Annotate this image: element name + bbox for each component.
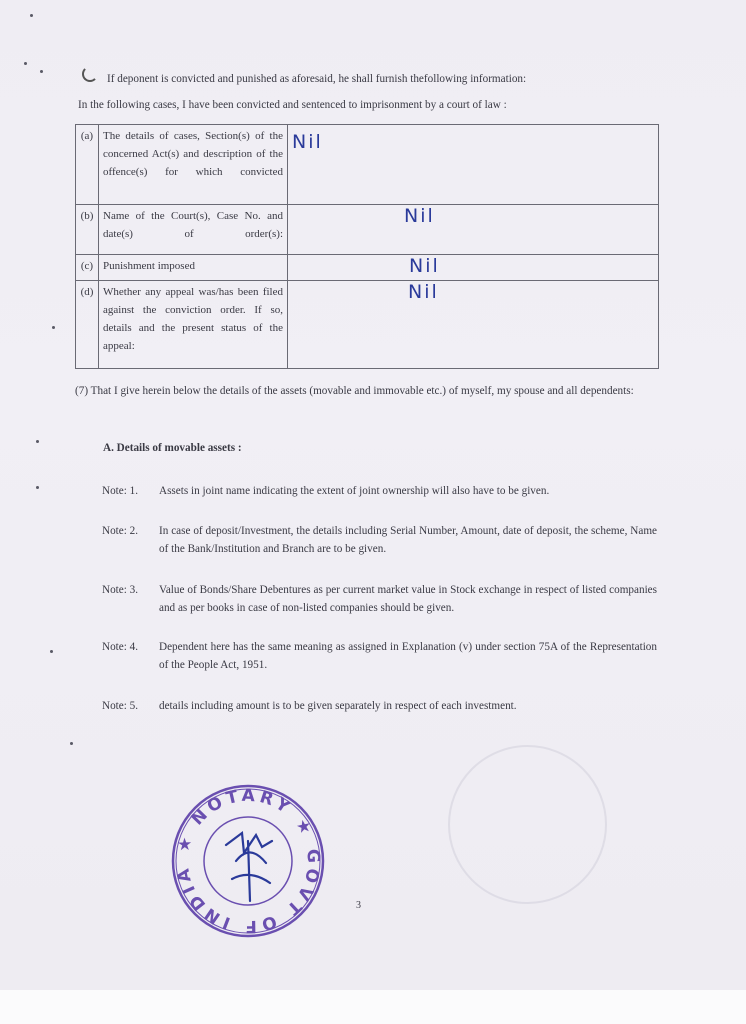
handwritten-answer: Nil xyxy=(288,281,659,369)
scan-mark xyxy=(24,62,27,65)
notary-stamp xyxy=(170,783,326,939)
note-label: Note: 2. xyxy=(102,525,139,537)
section-heading: A. Details of movable assets : xyxy=(103,442,242,454)
note-label: Note: 4. xyxy=(102,641,139,653)
svg-text:★ NOTARY ★ GOVT OF INDIA: ★ NOTARY ★ GOVT OF INDIA xyxy=(172,785,324,937)
page-number: 3 xyxy=(356,900,361,911)
scan-margin xyxy=(0,990,746,1024)
row-label: (b) xyxy=(76,205,99,255)
scan-mark xyxy=(36,440,39,443)
row-label: (c) xyxy=(76,255,99,281)
table-row xyxy=(76,255,659,281)
note-text: details including amount is to be given separately in respect of each investment. xyxy=(159,700,517,712)
convictions-table xyxy=(75,124,659,369)
note-label: Note: 3. xyxy=(102,584,139,596)
intro-line-2: In the following cases, I have been convicted and sentenced to imprisonment by a court of law : xyxy=(78,99,507,111)
handwritten-answer: Nil xyxy=(288,205,659,255)
intro-line: If deponent is convicted and punished as aforesaid, he shall furnish thefollowing information: xyxy=(107,73,527,85)
row-label: (d) xyxy=(76,281,99,369)
scan-mark xyxy=(70,742,73,745)
row-description: Whether any appeal was/has been filed against the conviction order. If so, details and the present status of the appeal: xyxy=(99,281,288,369)
paragraph-7: (7) That I give herein below the details of the assets (movable and immovable etc.) of myself, my spouse and all dependents: xyxy=(75,385,634,397)
note-text: Value of Bonds/Share Debentures as per current market value in Stock exchange in respect of listed companies and as per books in case of non-listed companies should be given. xyxy=(159,584,657,614)
row-description: Name of the Court(s), Case No. and date(s) of order(s): xyxy=(99,205,288,255)
scan-mark xyxy=(30,14,33,17)
bullet-circle-icon xyxy=(82,66,98,82)
table-row xyxy=(76,281,659,369)
handwritten-answer: Nil xyxy=(288,125,659,205)
note-label: Note: 5. xyxy=(102,700,139,712)
row-description: The details of cases, Section(s) of the concerned Act(s) and description of the offence(s) for which convicted xyxy=(99,125,288,205)
scan-mark xyxy=(52,326,55,329)
faint-stamp-impression xyxy=(448,745,607,904)
row-label: (a) xyxy=(76,125,99,205)
scan-mark xyxy=(50,650,53,653)
note-text: Dependent here has the same meaning as assigned in Explanation (v) under section 75A of the Representation of the People Act, 1951. xyxy=(159,641,657,671)
scan-mark xyxy=(40,70,43,73)
row-description: Punishment imposed xyxy=(99,255,288,281)
note-label: Note: 1. xyxy=(102,485,139,497)
table-row xyxy=(76,205,659,255)
handwritten-answer: Nil xyxy=(288,255,659,281)
note-text: In case of deposit/Investment, the details including Serial Number, Amount, date of deposit, the scheme, Name of the Bank/Institution and Branch are to be given. xyxy=(159,525,657,555)
scan-mark xyxy=(36,486,39,489)
table-row xyxy=(76,125,659,205)
note-text: Assets in joint name indicating the extent of joint ownership will also have to be given. xyxy=(159,485,550,497)
